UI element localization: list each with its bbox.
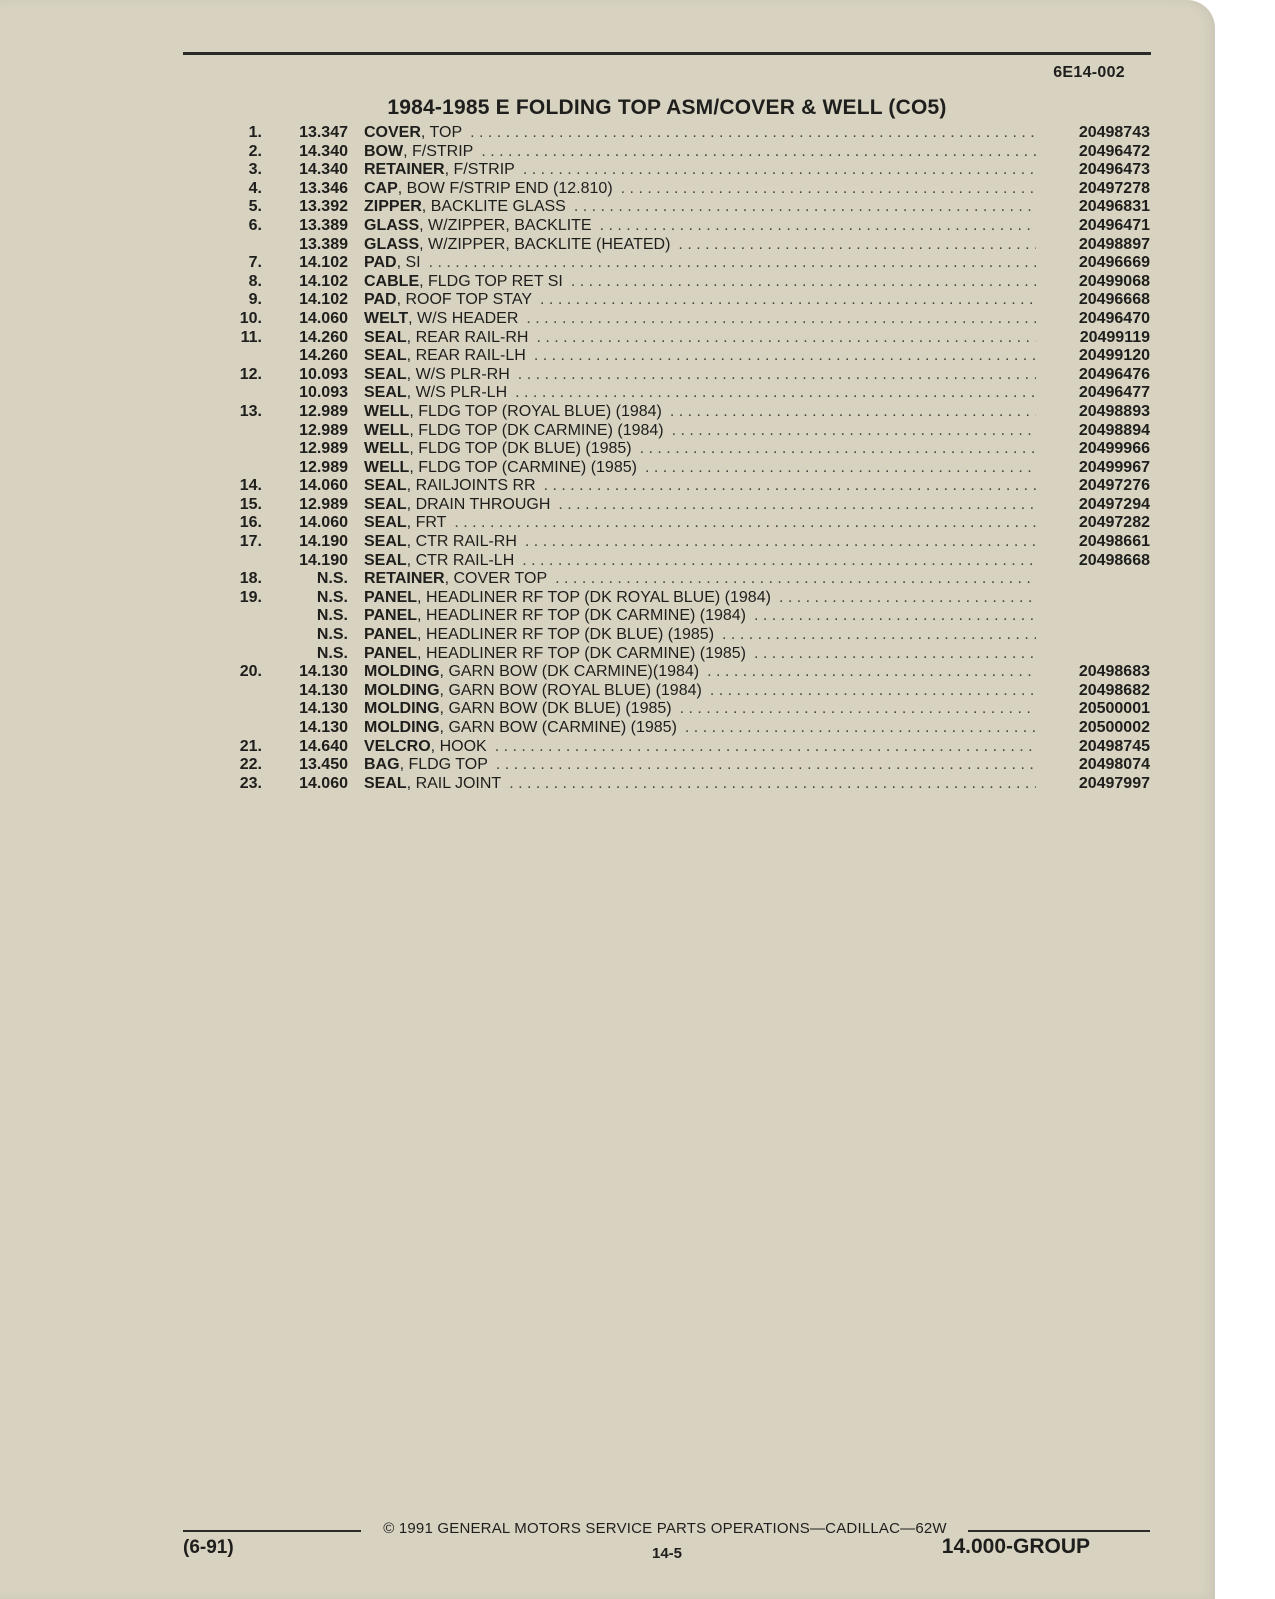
part-description [364, 440, 632, 459]
part-detail: , GARN BOW (DK CARMINE)(1984) [439, 663, 700, 681]
ref-number: 3. [248, 161, 262, 179]
part-name: SEAL [364, 384, 407, 402]
part-description [364, 645, 746, 664]
part-description [364, 254, 421, 273]
ref-number: 1. [248, 124, 262, 141]
part-number: 20498745 [1078, 737, 1150, 755]
part-description [364, 459, 637, 478]
part-detail: , HEADLINER RF TOP (DK ROYAL BLUE) (1984) [417, 588, 771, 606]
part-detail: , CTR RAIL-LH [406, 551, 515, 569]
part-description [364, 124, 462, 143]
group-code: 14.640 [299, 737, 348, 755]
part-detail: , RAILJOINTS RR [406, 477, 536, 495]
ref-number: 15. [239, 495, 262, 513]
part-description [364, 310, 518, 329]
leader-dots [555, 570, 1036, 589]
table-row [228, 459, 1150, 478]
part-description [364, 700, 672, 719]
group-code: 13.346 [299, 179, 348, 197]
page-code: 6E14-002 [1053, 64, 1125, 81]
leader-dots [526, 310, 1036, 329]
part-description [364, 366, 510, 385]
leader-dots [754, 607, 1036, 626]
group-number: 14.000-GROUP [941, 1535, 1090, 1558]
part-description [364, 719, 677, 738]
table-row [228, 533, 1150, 552]
table-row [228, 607, 1150, 626]
copyright-notice: © 1991 GENERAL MOTORS SERVICE PARTS OPERATIONS—CADILLAC—62W [383, 1520, 947, 1537]
leader-dots [645, 459, 1036, 478]
part-name: PANEL [364, 644, 418, 662]
part-number: 20498893 [1078, 402, 1150, 420]
group-code: 14.130 [299, 681, 348, 699]
table-row [228, 291, 1150, 310]
ref-number: 10. [239, 309, 262, 327]
part-description [364, 217, 592, 236]
leader-dots [495, 738, 1036, 757]
part-detail: , W/ZIPPER, BACKLITE [419, 216, 592, 234]
part-name: RETAINER [364, 570, 445, 588]
part-detail: , DRAIN THROUGH [406, 495, 551, 513]
part-name: PAD [364, 254, 397, 272]
part-description [364, 756, 488, 775]
group-code: 14.130 [299, 719, 348, 736]
part-detail: , ROOF TOP STAY [396, 291, 533, 309]
leader-dots [685, 719, 1036, 738]
group-code: 14.190 [299, 551, 348, 569]
part-description [364, 384, 507, 403]
group-code: N.S. [316, 644, 348, 662]
ref-number: 19. [239, 588, 262, 606]
part-number: 20497278 [1078, 179, 1150, 197]
table-row [228, 719, 1150, 738]
part-name: BAG [364, 756, 400, 774]
part-detail: , GARN BOW (ROYAL BLUE) (1984) [439, 681, 702, 699]
table-row [228, 124, 1150, 143]
table-row [228, 161, 1150, 180]
footer-rule-left [183, 1530, 361, 1532]
leader-dots [707, 663, 1036, 682]
part-detail: , CTR RAIL-RH [406, 533, 517, 551]
part-detail: , FRT [406, 514, 447, 532]
group-code: N.S. [316, 607, 348, 625]
part-name: PANEL [364, 607, 418, 625]
part-name: WELL [364, 440, 410, 458]
part-number: 20499966 [1078, 440, 1150, 458]
table-row [228, 236, 1150, 255]
part-name: PAD [364, 291, 397, 309]
group-code: 14.102 [299, 272, 348, 290]
part-description [364, 570, 547, 589]
leader-dots [680, 700, 1036, 719]
part-description [364, 273, 563, 292]
leader-dots [540, 291, 1036, 310]
table-row [228, 645, 1150, 664]
table-row [228, 422, 1150, 441]
group-code: 12.989 [299, 402, 348, 420]
table-row [228, 700, 1150, 719]
part-number: 20499967 [1078, 458, 1150, 476]
part-detail: , GARN BOW (DK BLUE) (1985) [439, 700, 672, 718]
table-row [228, 217, 1150, 236]
part-name: CABLE [364, 272, 420, 290]
part-name: WELL [364, 402, 410, 420]
part-number: 20497294 [1078, 495, 1150, 513]
group-code: 14.060 [299, 774, 348, 792]
part-description [364, 477, 536, 496]
part-detail: , W/S PLR-LH [406, 384, 508, 402]
part-name: MOLDING [364, 719, 440, 736]
part-description [364, 180, 613, 199]
part-description [364, 775, 501, 794]
page-title: 1984-1985 E FOLDING TOP ASM/COVER & WELL (CO5) [387, 96, 947, 119]
part-number: 20498743 [1078, 124, 1150, 141]
leader-dots [672, 422, 1036, 441]
ref-number: 18. [239, 570, 262, 588]
part-number: 20499119 [1079, 328, 1150, 346]
part-name: CAP [364, 179, 398, 197]
part-name: MOLDING [364, 663, 440, 681]
part-description [364, 198, 566, 217]
part-number: 20496668 [1078, 291, 1150, 309]
ref-number: 16. [239, 514, 262, 532]
part-detail: , REAR RAIL-LH [406, 347, 526, 365]
part-number: 20498682 [1078, 681, 1150, 699]
part-detail: , FLDG TOP (DK CARMINE) (1984) [409, 421, 664, 439]
table-row [228, 384, 1150, 403]
group-code: 14.340 [299, 161, 348, 179]
table-row [228, 180, 1150, 199]
group-code: N.S. [316, 570, 348, 588]
ref-number: 17. [239, 533, 262, 551]
ref-number: 22. [239, 756, 262, 774]
leader-dots [525, 533, 1036, 552]
part-detail: , F/STRIP [403, 142, 474, 160]
leader-dots [574, 198, 1036, 217]
group-code: 10.093 [299, 384, 348, 402]
part-description [364, 738, 487, 757]
ref-number: 14. [239, 477, 262, 495]
leader-dots [779, 589, 1036, 608]
group-code: 14.260 [299, 328, 348, 346]
part-name: PANEL [364, 626, 418, 644]
group-code: 14.060 [299, 514, 348, 532]
part-number: 20498894 [1078, 421, 1150, 439]
group-code: 13.392 [299, 198, 348, 216]
part-description [364, 291, 532, 310]
leader-dots [754, 645, 1036, 664]
ref-number: 8. [248, 272, 262, 290]
part-name: WELL [364, 421, 410, 439]
ref-number: 5. [248, 198, 262, 216]
leader-dots [454, 514, 1036, 533]
leader-dots [722, 626, 1036, 645]
part-name: WELL [364, 458, 410, 476]
part-description [364, 607, 746, 626]
group-code: 12.989 [299, 421, 348, 439]
part-name: VELCRO [364, 737, 431, 755]
part-detail: , FLDG TOP (ROYAL BLUE) (1984) [409, 402, 662, 420]
part-detail: , HEADLINER RF TOP (DK CARMINE) (1984) [417, 607, 747, 625]
part-number: 20499120 [1078, 347, 1150, 365]
group-code: 14.102 [299, 291, 348, 309]
part-name: SEAL [364, 774, 407, 792]
ref-number: 23. [239, 774, 262, 792]
part-detail: , RAIL JOINT [406, 774, 502, 792]
part-number: 20496476 [1078, 365, 1150, 383]
table-row [228, 198, 1150, 217]
leader-dots [429, 254, 1036, 273]
part-name: SEAL [364, 477, 407, 495]
ref-number: 7. [248, 254, 262, 272]
leader-dots [640, 440, 1036, 459]
part-description [364, 533, 517, 552]
revision-date: (6-91) [183, 1537, 234, 1558]
part-name: SEAL [364, 328, 407, 346]
group-code: 12.989 [299, 495, 348, 513]
part-detail: , GARN BOW (CARMINE) (1985) [439, 719, 677, 736]
part-name: BOW [364, 142, 404, 160]
part-name: RETAINER [364, 161, 445, 179]
part-description [364, 552, 514, 571]
ref-number: 4. [248, 179, 262, 197]
part-name: SEAL [364, 551, 407, 569]
part-detail: , COVER TOP [444, 570, 548, 588]
part-description [364, 682, 702, 701]
leader-dots [470, 124, 1036, 143]
table-row [228, 477, 1150, 496]
part-name: MOLDING [364, 681, 440, 699]
ref-number: 12. [239, 365, 262, 383]
table-row [228, 756, 1150, 775]
table-row [228, 143, 1150, 162]
group-code: 10.093 [299, 365, 348, 383]
part-detail: , HOOK [430, 737, 487, 755]
part-detail: , W/ZIPPER, BACKLITE (HEATED) [419, 235, 671, 253]
part-name: GLASS [364, 216, 420, 234]
leader-dots [522, 552, 1036, 571]
ref-number: 9. [248, 291, 262, 309]
part-number: 20496473 [1078, 161, 1150, 179]
leader-dots [710, 682, 1036, 701]
group-code: 13.389 [299, 235, 348, 253]
part-detail: , W/S PLR-RH [406, 365, 510, 383]
part-detail: , SI [396, 254, 421, 272]
table-row [228, 254, 1150, 273]
ref-number: 2. [248, 142, 262, 160]
table-row [228, 403, 1150, 422]
part-number: 20496470 [1078, 309, 1150, 327]
page-number: 14-5 [651, 1545, 683, 1562]
part-detail: , F/STRIP [444, 161, 515, 179]
part-description [364, 626, 714, 645]
table-row [228, 273, 1150, 292]
table-row [228, 570, 1150, 589]
leader-dots [544, 477, 1036, 496]
leader-dots [509, 775, 1036, 794]
group-code: 13.450 [299, 756, 348, 774]
part-detail: , BOW F/STRIP END (12.810) [397, 179, 613, 197]
part-detail: , FLDG TOP (DK BLUE) (1985) [409, 440, 632, 458]
part-name: SEAL [364, 495, 407, 513]
group-code: N.S. [316, 588, 348, 606]
part-name: SEAL [364, 347, 407, 365]
leader-dots [600, 217, 1036, 236]
part-detail: , BACKLITE GLASS [421, 198, 566, 216]
table-row [228, 310, 1150, 329]
leader-dots [670, 403, 1036, 422]
part-description [364, 236, 670, 255]
part-number: 20498668 [1078, 551, 1150, 569]
table-row [228, 347, 1150, 366]
ref-number: 21. [239, 737, 262, 755]
table-row [228, 738, 1150, 757]
part-name: SEAL [364, 514, 407, 532]
part-detail: , HEADLINER RF TOP (DK CARMINE) (1985) [417, 644, 747, 662]
ref-number: 20. [239, 663, 262, 681]
leader-dots [518, 366, 1036, 385]
group-code: 14.130 [299, 663, 348, 681]
leader-dots [496, 756, 1036, 775]
table-row [228, 329, 1150, 348]
parts-list [228, 124, 1150, 793]
group-code: 14.190 [299, 533, 348, 551]
part-name: PANEL [364, 588, 418, 606]
part-number: 20498683 [1078, 663, 1150, 681]
table-row [228, 440, 1150, 459]
part-description [364, 143, 473, 162]
part-name: SEAL [364, 533, 407, 551]
ref-number: 11. [240, 328, 262, 346]
table-row [228, 514, 1150, 533]
part-detail: , REAR RAIL-RH [406, 328, 529, 346]
part-description [364, 589, 771, 608]
group-code: 14.102 [299, 254, 348, 272]
part-number: 20500001 [1078, 700, 1150, 718]
part-number: 20499068 [1078, 272, 1150, 290]
leader-dots [536, 329, 1036, 348]
table-row [228, 366, 1150, 385]
group-code: 13.347 [299, 124, 348, 141]
part-number: 20496472 [1078, 142, 1150, 160]
part-description [364, 422, 664, 441]
part-number: 20498074 [1078, 756, 1150, 774]
part-name: MOLDING [364, 700, 440, 718]
part-detail: , FLDG TOP (CARMINE) (1985) [409, 458, 637, 476]
table-row [228, 663, 1150, 682]
group-code: 12.989 [299, 458, 348, 476]
leader-dots [558, 496, 1036, 515]
part-detail: , FLDG TOP [399, 756, 488, 774]
part-number: 20496669 [1078, 254, 1150, 272]
part-description [364, 496, 550, 515]
part-name: WELT [364, 309, 409, 327]
leader-dots [481, 143, 1036, 162]
group-code: 13.389 [299, 216, 348, 234]
part-name: SEAL [364, 365, 407, 383]
part-name: ZIPPER [364, 198, 422, 216]
group-code: 14.260 [299, 347, 348, 365]
part-number: 20497997 [1078, 774, 1150, 792]
group-code: 14.130 [299, 700, 348, 718]
group-code: 12.989 [299, 440, 348, 458]
part-description [364, 663, 699, 682]
leader-dots [534, 347, 1036, 366]
part-detail: , TOP [420, 124, 463, 141]
table-row [228, 775, 1150, 794]
part-name: COVER [364, 124, 421, 141]
part-number: 20500002 [1078, 719, 1150, 736]
leader-dots [678, 236, 1036, 255]
part-description [364, 347, 526, 366]
part-name: GLASS [364, 235, 420, 253]
part-detail: , HEADLINER RF TOP (DK BLUE) (1985) [417, 626, 715, 644]
table-row [228, 626, 1150, 645]
ref-number: 13. [239, 402, 262, 420]
leader-dots [515, 384, 1036, 403]
footer-rule-right [968, 1530, 1150, 1532]
group-code: 14.060 [299, 477, 348, 495]
table-row [228, 496, 1150, 515]
part-description [364, 329, 528, 348]
table-row [228, 552, 1150, 571]
leader-dots [571, 273, 1036, 292]
part-number: 20498897 [1078, 235, 1150, 253]
part-number: 20498661 [1078, 533, 1150, 551]
part-number: 20496477 [1078, 384, 1150, 402]
group-code: 14.340 [299, 142, 348, 160]
top-rule [183, 52, 1151, 55]
part-number: 20497276 [1078, 477, 1150, 495]
part-description [364, 161, 515, 180]
group-code: N.S. [316, 626, 348, 644]
leader-dots [621, 180, 1036, 199]
part-detail: , W/S HEADER [408, 309, 519, 327]
part-number: 20497282 [1078, 514, 1150, 532]
part-detail: , FLDG TOP RET SI [419, 272, 563, 290]
part-number: 20496831 [1078, 198, 1150, 216]
table-row [228, 589, 1150, 608]
part-number: 20496471 [1078, 216, 1150, 234]
table-row [228, 682, 1150, 701]
ref-number: 6. [248, 216, 262, 234]
part-description [364, 514, 446, 533]
part-description [364, 403, 662, 422]
group-code: 14.060 [299, 309, 348, 327]
leader-dots [523, 161, 1036, 180]
